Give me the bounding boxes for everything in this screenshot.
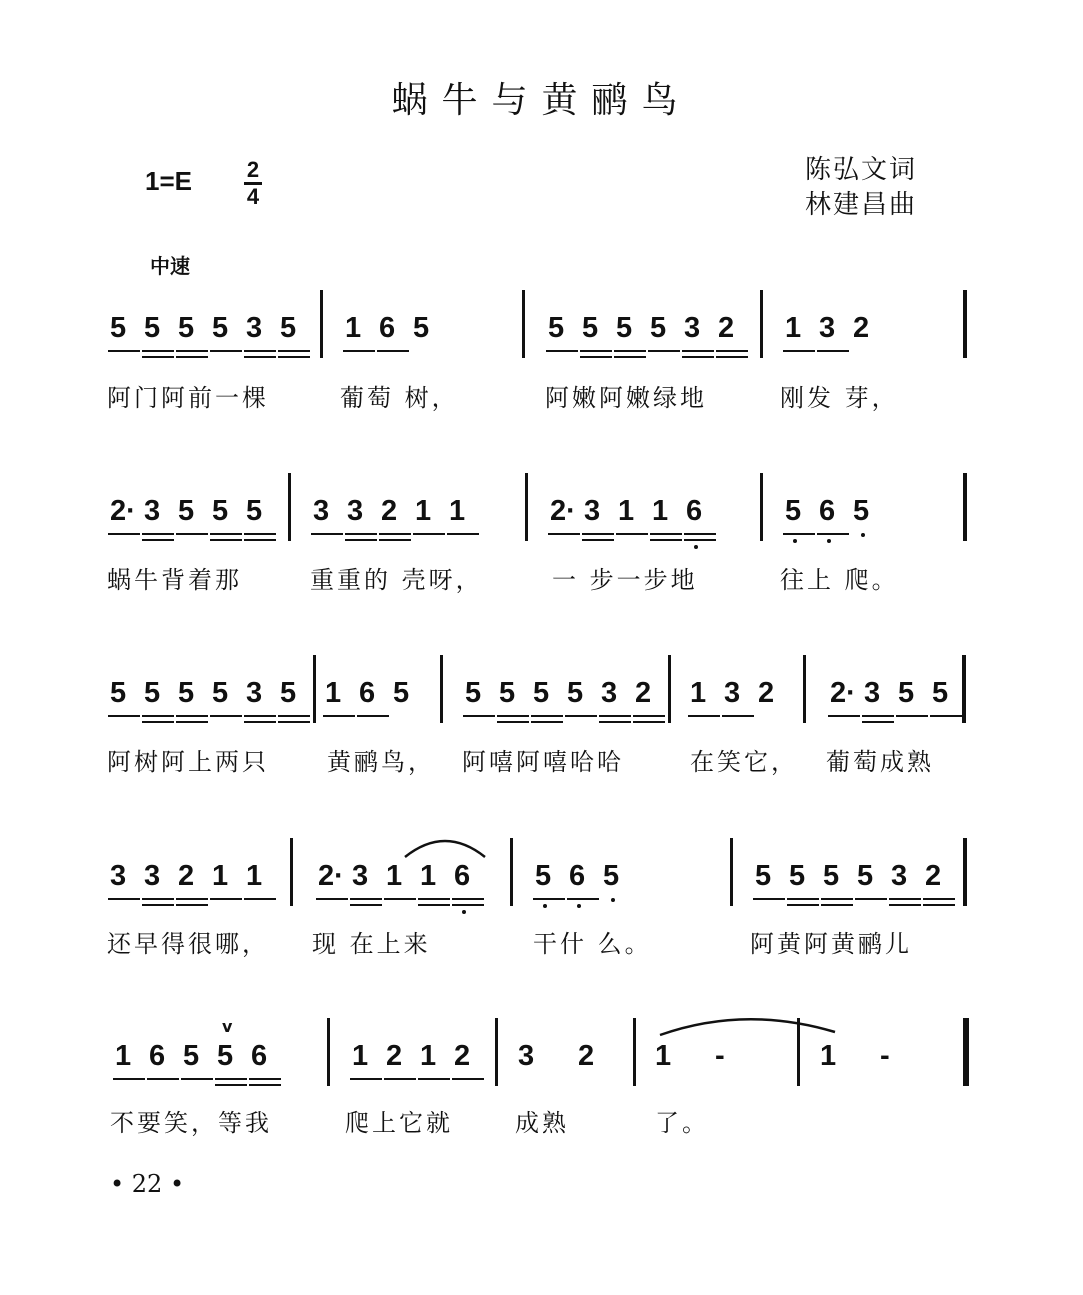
- note-digit: 3: [313, 495, 330, 527]
- note-digit: 2: [454, 1040, 471, 1072]
- note-digit: 6: [686, 495, 703, 527]
- lyric: 阿嫩阿嫩绿地: [545, 384, 707, 412]
- note-digit: 3: [246, 312, 263, 344]
- note-digit: 3: [347, 495, 364, 527]
- note-digit: 3: [684, 312, 701, 344]
- note-digit: 3: [724, 677, 741, 709]
- note-digit: 6: [251, 1040, 268, 1072]
- note-digit: 1: [386, 860, 403, 892]
- note-digit: 5: [603, 860, 620, 892]
- note-digit: 3: [601, 677, 618, 709]
- note-digit: 6: [149, 1040, 166, 1072]
- note-digit: 2: [386, 1040, 403, 1072]
- note-digit: 5: [178, 312, 195, 344]
- note-digit: 2: [758, 677, 775, 709]
- note-digit: 3: [144, 860, 161, 892]
- note-digit: 6: [819, 495, 836, 527]
- lyric: 往上 爬。: [780, 566, 899, 594]
- note-digit: 2: [381, 495, 398, 527]
- note-digit: 5: [280, 312, 297, 344]
- tempo-marking: 中速: [150, 254, 190, 278]
- note-digit: -: [880, 1040, 890, 1072]
- note-digit: 5: [789, 860, 806, 892]
- note-digit: 5: [582, 312, 599, 344]
- note-digit: 1: [352, 1040, 369, 1072]
- note-digit: 5: [212, 677, 229, 709]
- lyric: 干什 么。: [533, 930, 652, 958]
- note-digit: 5: [217, 1040, 234, 1072]
- lyric: 在笑它，: [690, 748, 798, 776]
- lyric: 现 在上来: [312, 930, 431, 958]
- note-digit: 5: [178, 495, 195, 527]
- key-signature: 1=E: [145, 166, 192, 196]
- note-digit: 6: [569, 860, 586, 892]
- note-digit: 5: [853, 495, 870, 527]
- note-digit: 3: [110, 860, 127, 892]
- lyric: 阿嘻阿嘻哈哈: [462, 748, 624, 776]
- time-top: 2: [246, 157, 260, 182]
- note-digit: 3: [144, 495, 161, 527]
- note-digit: 1: [420, 860, 437, 892]
- note-digit: 2: [925, 860, 942, 892]
- note-digit: 2·: [110, 495, 136, 527]
- note-digit: 1: [655, 1040, 672, 1072]
- note-digit: 5: [246, 495, 263, 527]
- note-digit: 1: [420, 1040, 437, 1072]
- note-digit: 5: [823, 860, 840, 892]
- note-digit: 5: [144, 312, 161, 344]
- note-digit: 1: [345, 312, 362, 344]
- note-digit: 2·: [550, 495, 576, 527]
- note-digit: 5: [212, 312, 229, 344]
- note-digit: 1: [212, 860, 229, 892]
- note-digit: 3: [584, 495, 601, 527]
- note-digit: 5: [535, 860, 552, 892]
- note-digit: 3: [891, 860, 908, 892]
- note-digit: 3: [819, 312, 836, 344]
- lyric: 葡萄成熟: [826, 748, 934, 776]
- note-digit: 5: [567, 677, 584, 709]
- page-number: • 22 •: [110, 1170, 185, 1198]
- note-digit: 5: [548, 312, 565, 344]
- note-digit: 5: [212, 495, 229, 527]
- note-digit: 5: [465, 677, 482, 709]
- note-digit: 5: [755, 860, 772, 892]
- note-digit: 2·: [318, 860, 344, 892]
- lyric: 刚发 芽，: [780, 384, 899, 412]
- breath-mark: v: [222, 1017, 233, 1036]
- lyricist: 陈弘文词: [805, 155, 918, 185]
- note-digit: 5: [110, 677, 127, 709]
- note-digit: 2: [578, 1040, 595, 1072]
- lyric: 阿黄阿黄鹂儿: [750, 930, 912, 958]
- lyric: 成熟: [515, 1109, 569, 1137]
- slur-row4: [405, 841, 485, 857]
- lyric: 蜗牛背着那: [107, 566, 242, 594]
- note-digit: 5: [499, 677, 516, 709]
- note-digit: 1: [325, 677, 342, 709]
- note-digit: 1: [618, 495, 635, 527]
- note-digit: 2: [853, 312, 870, 344]
- note-digit: 1: [690, 677, 707, 709]
- note-digit: 3: [246, 677, 263, 709]
- note-digit: 1: [415, 495, 432, 527]
- note-digit: 1: [785, 312, 802, 344]
- note-digit: 2: [635, 677, 652, 709]
- note-digit: 5: [280, 677, 297, 709]
- lyric: 葡萄 树，: [340, 384, 459, 412]
- note-digit: 5: [932, 677, 949, 709]
- lyric: 了。: [655, 1109, 709, 1137]
- note-digit: 6: [379, 312, 396, 344]
- note-digit: 5: [144, 677, 161, 709]
- note-digit: 5: [183, 1040, 200, 1072]
- song-title: 蜗牛与黄鹂鸟: [391, 80, 692, 121]
- note-digit: 1: [652, 495, 669, 527]
- tie-row5: [660, 1019, 835, 1035]
- note-digit: 3: [864, 677, 881, 709]
- note-digit: 5: [898, 677, 915, 709]
- note-digit: 1: [115, 1040, 132, 1072]
- time-bottom: 4: [246, 184, 260, 209]
- note-digit: 5: [533, 677, 550, 709]
- composer: 林建昌曲: [805, 190, 918, 220]
- note-digit: 2: [178, 860, 195, 892]
- note-digit: 5: [178, 677, 195, 709]
- note-digit: 5: [650, 312, 667, 344]
- note-digit: -: [715, 1040, 725, 1072]
- note-digit: 3: [352, 860, 369, 892]
- note-digit: 5: [616, 312, 633, 344]
- note-digit: 2: [718, 312, 735, 344]
- note-digit: 1: [449, 495, 466, 527]
- lyric: 阿门阿前一棵: [107, 384, 269, 412]
- lyric: 一 步一步地: [552, 566, 698, 594]
- note-digit: 1: [246, 860, 263, 892]
- note-digit: 2·: [830, 677, 856, 709]
- note-digit: 5: [110, 312, 127, 344]
- lyric: 还早得很哪，: [107, 930, 269, 958]
- note-digit: 6: [454, 860, 471, 892]
- lyric: 不要笑，等我: [110, 1109, 272, 1137]
- lyric: 黄鹂鸟，: [327, 748, 435, 776]
- lyric: 爬上它就: [345, 1109, 453, 1137]
- note-digit: 1: [820, 1040, 837, 1072]
- note-digit: 5: [393, 677, 410, 709]
- note-digit: 5: [785, 495, 802, 527]
- note-digit: 3: [518, 1040, 535, 1072]
- note-digit: 5: [413, 312, 430, 344]
- note-digit: 5: [857, 860, 874, 892]
- note-digit: 6: [359, 677, 376, 709]
- lyric: 阿树阿上两只: [107, 748, 269, 776]
- lyric: 重重的 壳呀，: [310, 566, 483, 594]
